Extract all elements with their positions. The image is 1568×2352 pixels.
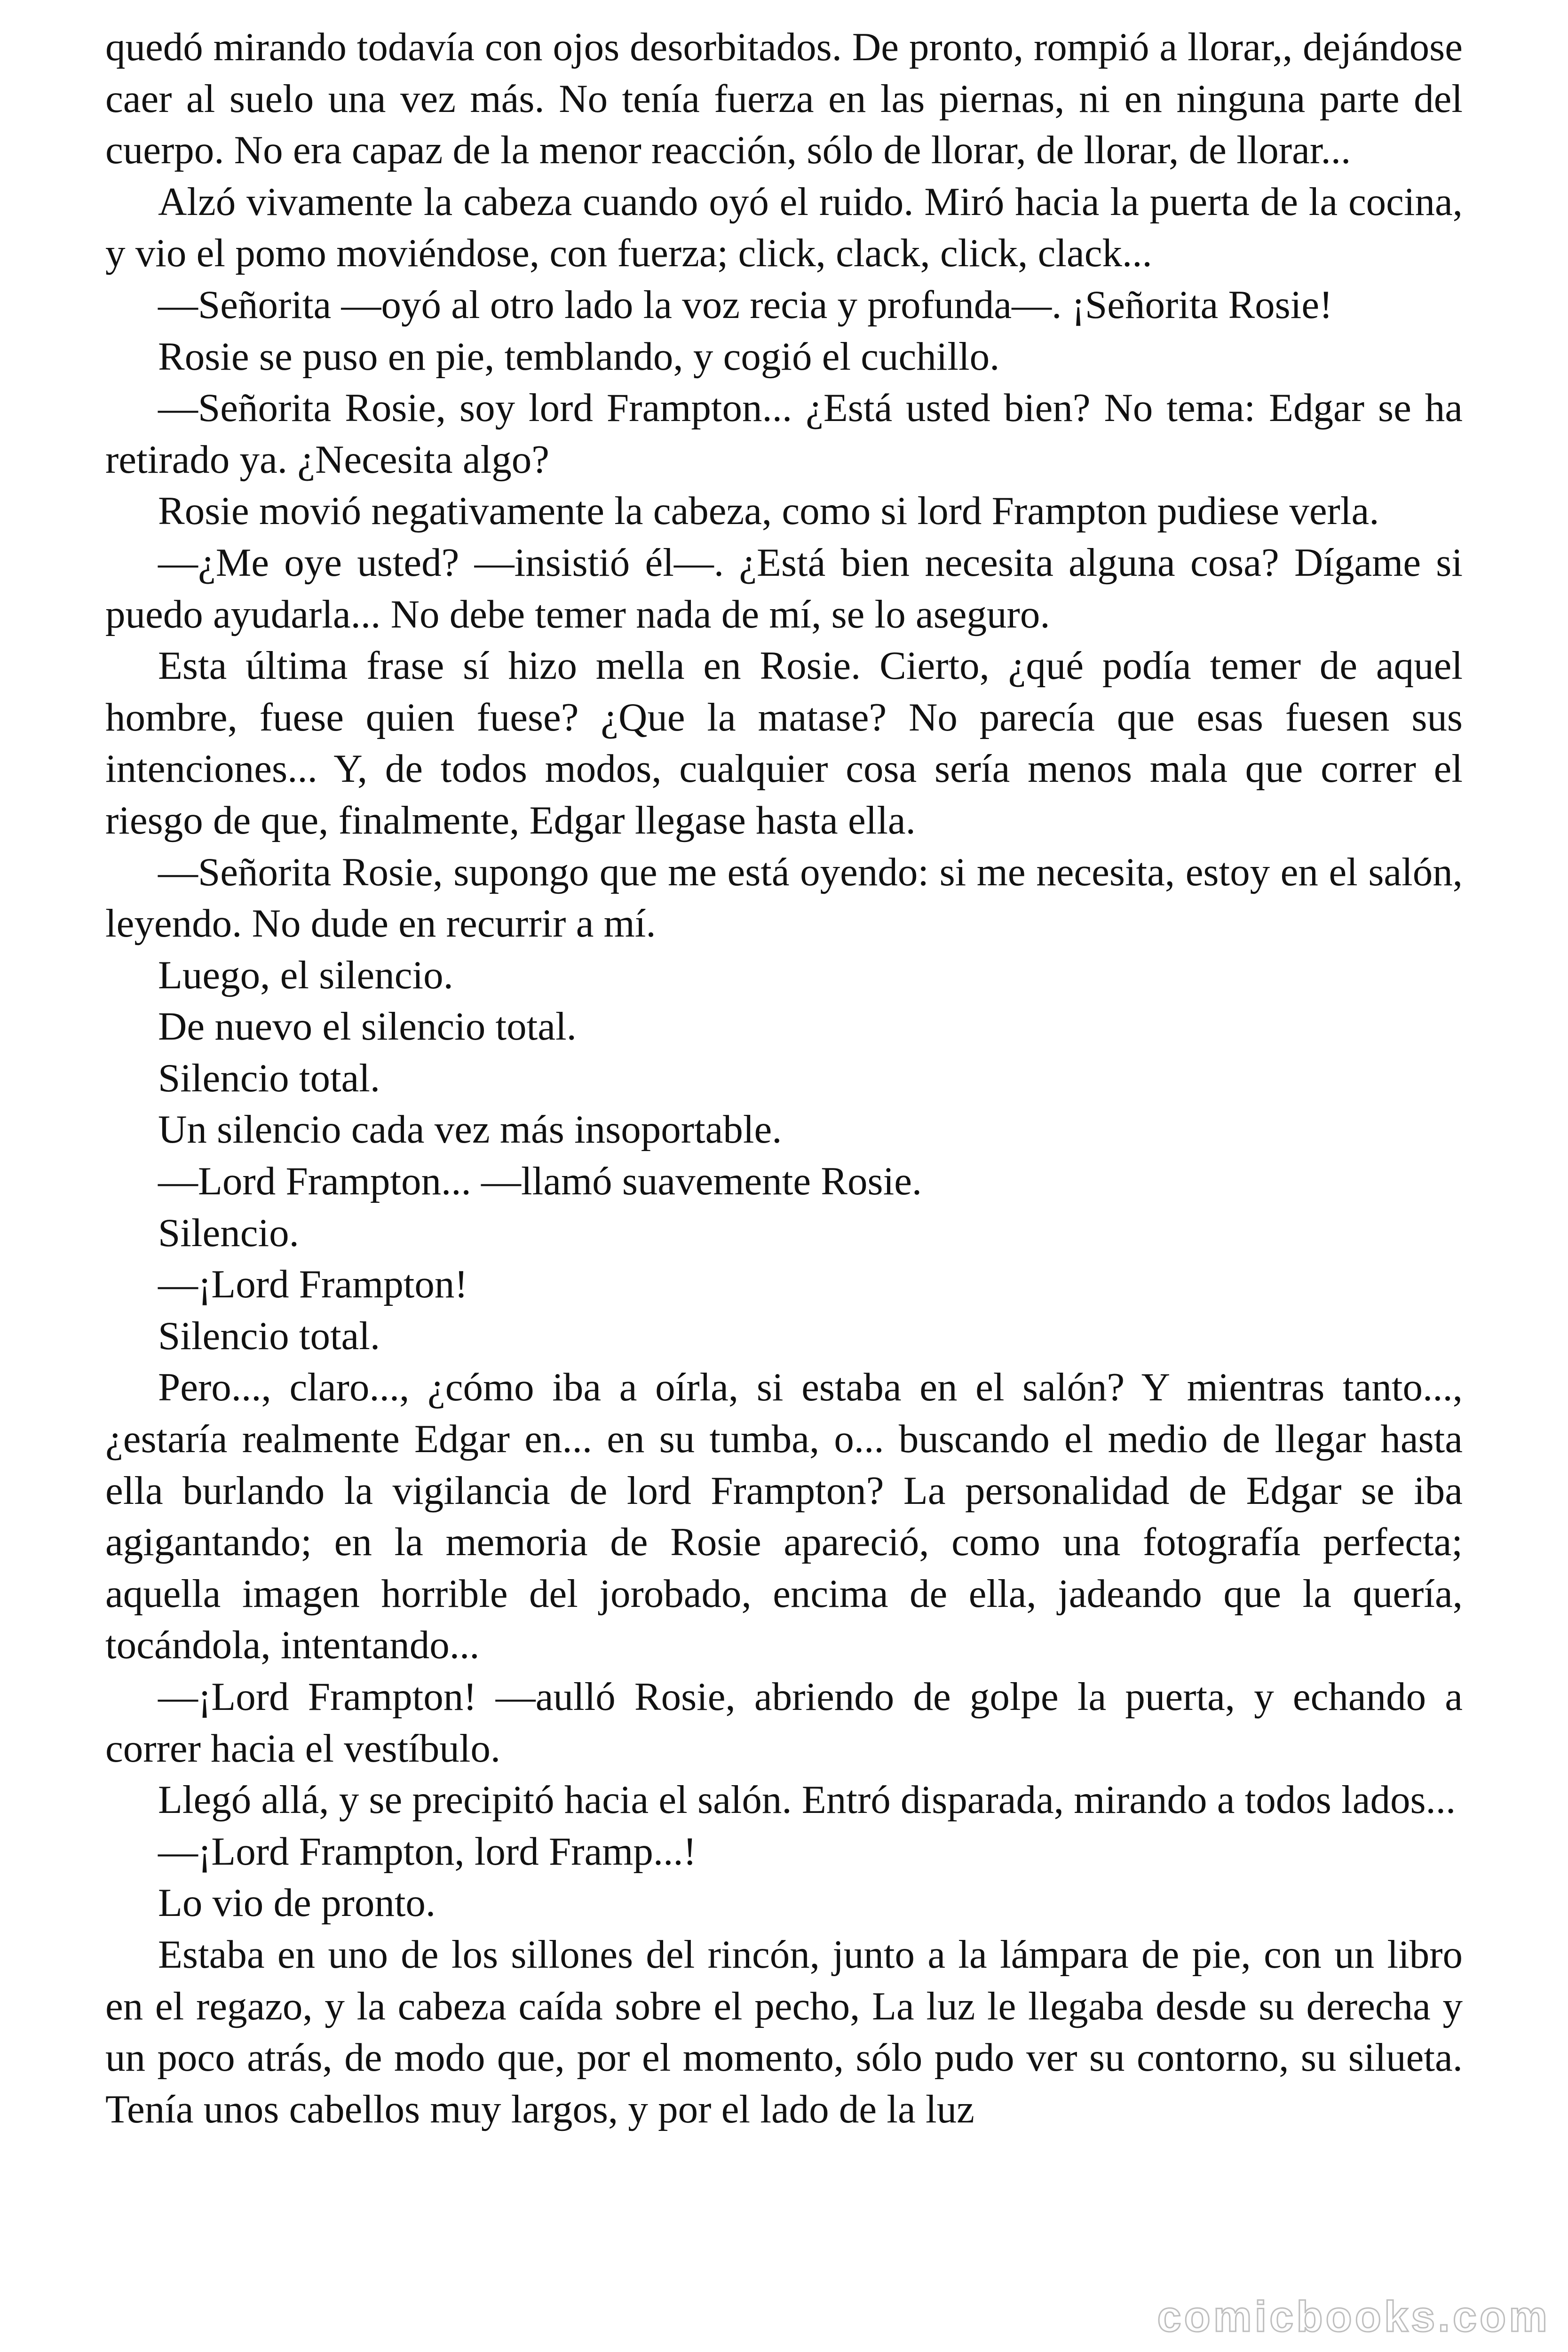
paragraph: —Lord Frampton... —llamó suavemente Rosie. [158, 1159, 922, 1204]
page-text-block [105, 22, 1463, 2135]
paragraph: Rosie movió negativamente la cabeza, como si lord Frampton pudiese verla. [158, 489, 1379, 533]
paragraph: Alzó vivamente la cabeza cuando oyó el ruido. Miró hacia la puerta de la cocina, y vio el pomo moviéndose, con fuerza; click, clack, click, clack... [105, 179, 1463, 276]
paragraph: Un silencio cada vez más insoportable. [158, 1107, 782, 1152]
paragraph: —Señorita Rosie, supongo que me está oyendo: si me necesita, estoy en el salón, leyendo. No dude en recurrir a mí. [105, 850, 1463, 946]
paragraph: Silencio total. [158, 1056, 380, 1100]
paragraph: De nuevo el silencio total. [158, 1004, 577, 1049]
paragraph: —¿Me oye usted? —insistió él—. ¿Está bien necesita alguna cosa? Dígame si puedo ayudarla... No debe temer nada de mí, se lo aseguro. [105, 540, 1463, 636]
paragraph: —¡Lord Frampton, lord Framp...! [158, 1829, 697, 1874]
paragraph: Estaba en uno de los sillones del rincón, junto a la lámpara de pie, con un libro en el regazo, y la cabeza caída sobre el pecho, La luz le llegaba desde su derecha y un poco atrás, de modo que, por el momento, sólo pudo ver su contorno, su silueta. Tenía unos cabellos muy largos, y por el lado de la luz [105, 1932, 1463, 2131]
paragraph: Pero..., claro..., ¿cómo iba a oírla, si estaba en el salón? Y mientras tanto..., ¿estaría realmente Edgar en... en su tumba, o... buscando el medio de llegar hasta ella burlando la vigilancia de lord Frampton? La personalidad de Edgar se iba agigantando; en la memoria de Rosie apareció, como una fotografía perfecta; aquella imagen horrible del jorobado, encima de ella, jadeando que la quería, tocándola, intentando... [105, 1365, 1463, 1668]
paragraph: —Señorita Rosie, soy lord Frampton... ¿Está usted bien? No tema: Edgar se ha retirado ya. ¿Necesita algo? [105, 386, 1463, 482]
paragraph: Silencio. [158, 1210, 299, 1255]
paragraph: Lo vio de pronto. [158, 1881, 436, 1925]
paragraph: —Señorita —oyó al otro lado la voz recia y profunda—. ¡Señorita Rosie! [158, 282, 1333, 327]
paragraph: Silencio total. [158, 1313, 380, 1358]
paragraph: Esta última frase sí hizo mella en Rosie. Cierto, ¿qué podía temer de aquel hombre, fuese quien fuese? ¿Que la matase? No parecía que esas fuesen sus intenciones... Y, de todos modos, cualquier cosa sería menos mala que correr el riesgo de que, finalmente, Edgar llegase hasta ella. [105, 644, 1463, 842]
paragraph: quedó mirando todavía con ojos desorbitados. De pronto, rompió a llorar,, dejándose caer al suelo una vez más. No tenía fuerza en las piernas, ni en ninguna parte del cuerpo. No era capaz de la menor reacción, sólo de llorar, de llorar, de llorar... [105, 25, 1463, 173]
paragraph: —¡Lord Frampton! —aulló Rosie, abriendo de golpe la puerta, y echando a correr hacia el vestíbulo. [105, 1675, 1463, 1771]
paragraph: —¡Lord Frampton! [158, 1262, 468, 1307]
paragraph: Rosie se puso en pie, temblando, y cogió el cuchillo. [158, 334, 1000, 379]
watermark: comicbooks.com [1157, 2293, 1550, 2341]
paragraph: Luego, el silencio. [158, 953, 453, 997]
paragraph: Llegó allá, y se precipitó hacia el salón. Entró disparada, mirando a todos lados... [158, 1778, 1456, 1822]
